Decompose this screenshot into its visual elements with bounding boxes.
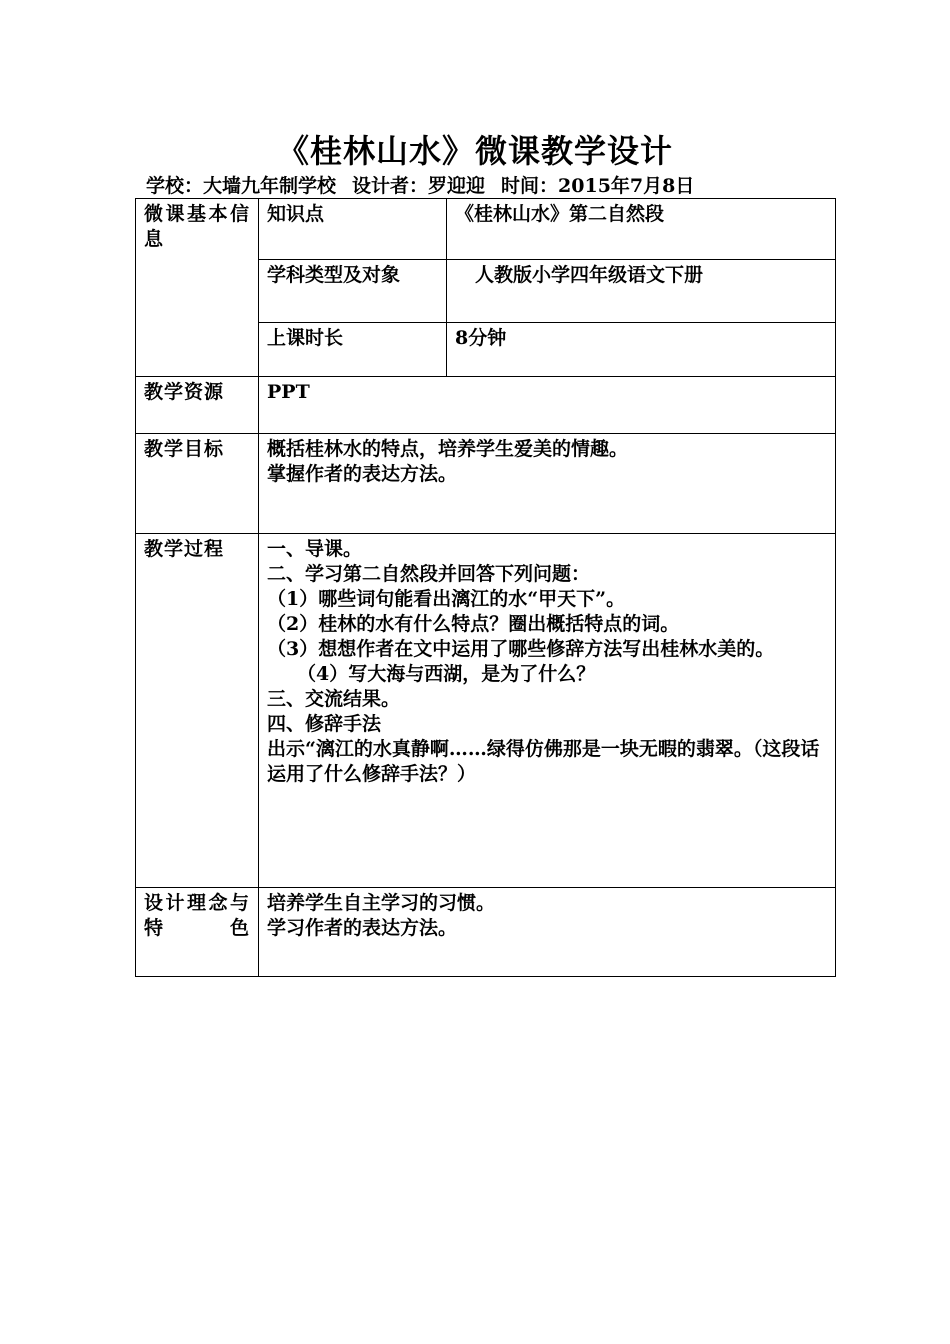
knowledge-point-value: 《桂林山水》第二自然段 — [447, 199, 836, 260]
school-field: 学校：大墙九年制学校 — [146, 175, 337, 197]
process-line: 四、修辞手法 — [267, 713, 382, 735]
resources-label: 教学资源 — [136, 377, 259, 434]
philosophy-content — [259, 888, 836, 977]
process-line: 一、导课。 — [267, 538, 363, 560]
process-line: （3）想想作者在文中运用了哪些修辞方法写出桂林水美的。 — [267, 638, 775, 660]
table-row — [136, 377, 836, 434]
lesson-design-table — [135, 198, 836, 977]
process-line: （2）桂林的水有什么特点？圈出概括特点的词。 — [267, 613, 680, 635]
designer-field: 设计者：罗迎迎 — [352, 175, 486, 197]
page-title: 《桂林山水》微课教学设计 — [276, 132, 673, 170]
resources-value: PPT — [259, 377, 836, 434]
process-line: 出示“漓江的水真静啊……绿得仿佛那是一块无暇的翡翠。（这段话运用了什么修辞手法？） — [267, 738, 820, 785]
basic-info-label: 微课基本信息 — [136, 199, 259, 377]
objectives-content — [259, 434, 836, 534]
objective-line: 概括桂林水的特点，培养学生爱美的情趣。 — [267, 438, 629, 460]
process-line: （1）哪些词句能看出漓江的水“甲天下”。 — [267, 588, 626, 610]
philosophy-line: 培养学生自主学习的习惯。 — [267, 892, 496, 914]
duration-value: 8分钟 — [447, 323, 836, 377]
philosophy-label: 设计理念与特色 — [136, 888, 259, 977]
table-row — [136, 534, 836, 888]
objectives-label: 教学目标 — [136, 434, 259, 534]
duration-key: 上课时长 — [259, 323, 447, 377]
process-line: 三、交流结果。 — [267, 688, 401, 710]
process-line: （4）写大海与西湖，是为了什么？ — [297, 663, 596, 685]
knowledge-point-key: 知识点 — [259, 199, 447, 260]
subject-type-value: 人教版小学四年级语文下册 — [447, 260, 836, 323]
document-meta — [146, 174, 710, 198]
process-content — [259, 534, 836, 888]
process-line: 二、学习第二自然段并回答下列问题： — [267, 563, 591, 585]
table-row — [136, 888, 836, 977]
time-field: 时间：2015年7月8日 — [501, 175, 695, 197]
objective-line: 掌握作者的表达方法。 — [267, 463, 458, 485]
philosophy-line: 学习作者的表达方法。 — [267, 917, 458, 939]
table-row — [136, 434, 836, 534]
table-row — [136, 199, 836, 260]
process-label: 教学过程 — [136, 534, 259, 888]
subject-type-key: 学科类型及对象 — [259, 260, 447, 323]
